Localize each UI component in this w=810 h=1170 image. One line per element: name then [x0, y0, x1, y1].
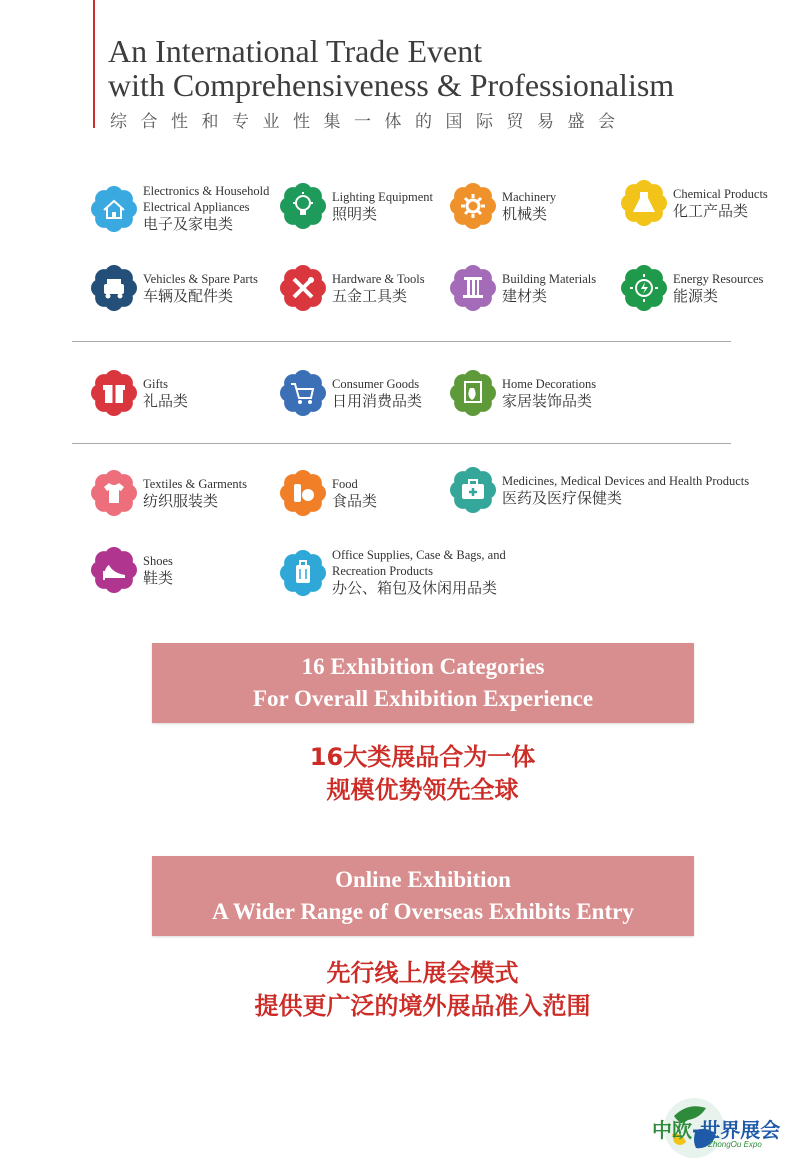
- car-icon: [91, 265, 137, 311]
- banner-line: Online Exhibition: [335, 867, 511, 892]
- category-name-en: Machinery: [502, 189, 557, 204]
- caption-line: 16大类展品合为一体: [309, 743, 536, 771]
- category-name-zh: 鞋类: [143, 568, 174, 587]
- category-name-zh: 照明类: [332, 204, 378, 223]
- shirt-icon: [91, 470, 137, 516]
- category-text: [673, 271, 763, 306]
- category-name-en: Textiles & Garments: [143, 476, 247, 491]
- category-name-en: Consumer Goods: [332, 376, 420, 391]
- category-name-en: Electronics & Household Electrical Appliances: [143, 184, 270, 214]
- medkit-icon: [450, 467, 496, 513]
- category-item: [621, 265, 763, 311]
- category-name-en: Shoes: [143, 553, 173, 568]
- categories-banner: [152, 643, 694, 723]
- title-accent-bar: [93, 0, 95, 128]
- banner-line: A Wider Range of Overseas Exhibits Entry: [212, 899, 634, 924]
- logo-subtext: ZhongOu Expo: [708, 1140, 762, 1149]
- caption-line: 规模优势领先全球: [326, 776, 519, 804]
- category-name-zh: 五金工具类: [332, 286, 408, 305]
- caption-line: 先行线上展会模式: [326, 959, 519, 987]
- category-name-en: Lighting Equipment: [332, 189, 434, 204]
- caption-line: 提供更广泛的境外展品准入范围: [254, 992, 591, 1020]
- category-name-zh: 办公、箱包及休闲用品类: [332, 579, 498, 597]
- category-text: [502, 376, 596, 411]
- category-name-en: Building Materials: [502, 271, 597, 286]
- category-item: [91, 183, 269, 234]
- logo-wordmark: 中欧-世界展会: [652, 1118, 781, 1142]
- categories-caption: [0, 741, 810, 807]
- category-item: [91, 265, 258, 311]
- category-name-en: Food: [332, 476, 358, 491]
- category-text: [143, 376, 188, 411]
- category-name-zh: 化工产品类: [673, 201, 749, 220]
- category-name-en: Office Supplies, Case & Bags, and Recreation Products: [332, 548, 506, 578]
- category-text: [143, 271, 258, 306]
- category-item: [91, 370, 188, 416]
- page-title-line2: with Comprehensiveness & Professionalism: [108, 67, 675, 103]
- category-name-en: Chemical Products: [673, 186, 768, 201]
- category-text: [332, 376, 422, 411]
- category-text: [673, 186, 768, 221]
- tools-icon: [280, 265, 326, 311]
- category-name-zh: 电子及家电类: [143, 215, 234, 233]
- shoe-icon: [91, 547, 137, 593]
- online-exhibition-caption: [0, 957, 810, 1023]
- category-name-en: Home Decorations: [502, 376, 597, 391]
- suitcase-icon: [280, 550, 326, 596]
- gear-icon: [450, 183, 496, 229]
- category-text: [502, 189, 556, 224]
- category-text: [332, 476, 377, 511]
- category-item: [450, 183, 556, 229]
- category-name-en: Medicines, Medical Devices and Health Products: [502, 473, 750, 488]
- category-name-en: Energy Resources: [673, 271, 764, 286]
- energy-icon: [621, 265, 667, 311]
- category-item: [280, 183, 433, 229]
- category-text: [502, 271, 596, 306]
- category-name-zh: 机械类: [502, 204, 548, 223]
- online-exhibition-banner: [152, 856, 694, 936]
- category-text: [143, 183, 269, 234]
- gift-icon: [91, 370, 137, 416]
- category-item: [91, 547, 173, 593]
- category-name-en: Hardware & Tools: [332, 271, 425, 286]
- category-item: [450, 467, 749, 513]
- category-name-zh: 医药及医疗保健类: [502, 488, 623, 507]
- category-name-en: Vehicles & Spare Parts: [143, 271, 258, 286]
- category-item: [280, 547, 506, 598]
- category-text: [332, 547, 506, 598]
- category-item: [450, 265, 596, 311]
- cart-icon: [280, 370, 326, 416]
- vase-icon: [450, 370, 496, 416]
- category-name-zh: 纺织服装类: [143, 491, 219, 510]
- banner-line: For Overall Exhibition Experience: [252, 686, 594, 711]
- category-item: [450, 370, 596, 416]
- column-icon: [450, 265, 496, 311]
- category-text: [332, 189, 433, 224]
- category-name-en: Gifts: [143, 376, 168, 391]
- category-name-zh: 建材类: [502, 286, 548, 305]
- section-divider: [72, 443, 731, 444]
- category-item: [280, 470, 377, 516]
- flask-icon: [621, 180, 667, 226]
- category-text: [502, 473, 749, 508]
- expo-logo: [650, 1096, 800, 1162]
- category-text: [332, 271, 425, 306]
- banner-line: 16 Exhibition Categories: [301, 654, 545, 679]
- category-name-zh: 车辆及配件类: [143, 286, 234, 305]
- category-name-zh: 礼品类: [143, 391, 189, 410]
- category-name-zh: 能源类: [673, 286, 719, 305]
- category-text: [143, 476, 247, 511]
- page-title-line1: An International Trade Event: [108, 33, 483, 69]
- category-name-zh: 日用消费品类: [332, 391, 423, 410]
- category-text: [143, 553, 173, 588]
- category-item: [91, 470, 247, 516]
- page-subtitle: 综合性和专业性集一体的国际贸易盛会: [110, 112, 629, 132]
- house-icon: [91, 186, 137, 232]
- category-name-zh: 家居装饰品类: [502, 391, 593, 410]
- category-item: [621, 180, 768, 226]
- bulb-icon: [280, 183, 326, 229]
- category-item: [280, 370, 422, 416]
- category-item: [280, 265, 425, 311]
- section-divider: [72, 341, 731, 342]
- food-icon: [280, 470, 326, 516]
- category-name-zh: 食品类: [332, 491, 378, 510]
